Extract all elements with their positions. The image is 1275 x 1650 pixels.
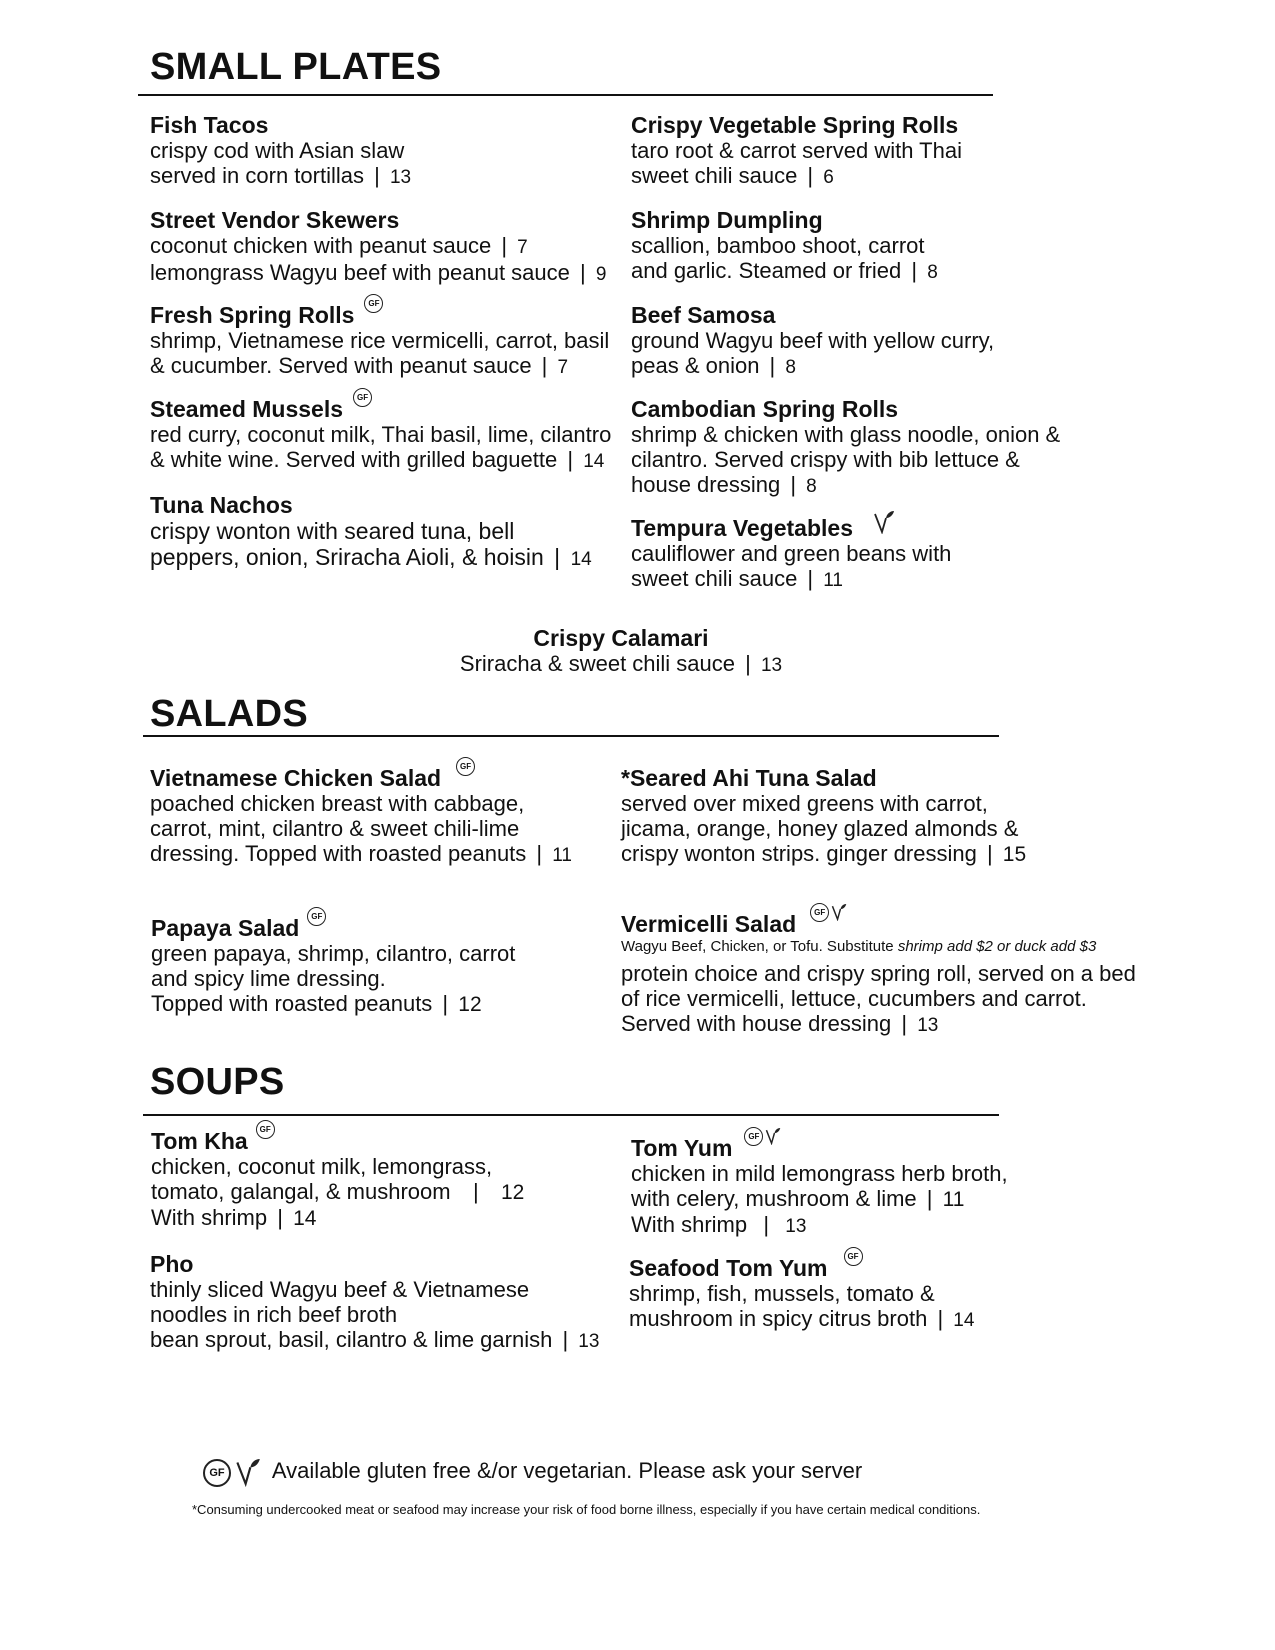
section-title-soups: SOUPS bbox=[150, 1061, 285, 1103]
item-desc: Sriracha & sweet chili sauce bbox=[459, 651, 736, 676]
item-name: Vietnamese Chicken Salad bbox=[150, 765, 442, 791]
item-name: Crispy Vegetable Spring Rolls bbox=[631, 112, 959, 138]
item-price: 14 bbox=[570, 549, 592, 570]
gluten-free-icon: GF bbox=[353, 388, 372, 407]
gluten-free-icon: GF bbox=[364, 294, 383, 313]
legend-text: Available gluten free &/or vegetarian. Please ask your server bbox=[271, 1458, 863, 1483]
item-desc: protein choice and crispy spring roll, served on a bed bbox=[621, 961, 1136, 986]
menu-item-papaya-salad: Papaya Salad GF green papaya, shrimp, cilantro, carrot and spicy lime dressing. Topped with roasted peanuts | 12 bbox=[151, 916, 515, 1017]
item-name: Cambodian Spring Rolls bbox=[631, 396, 899, 422]
section-divider bbox=[143, 1114, 999, 1116]
gluten-free-icon: GF bbox=[203, 1459, 231, 1487]
item-name: Tempura Vegetables bbox=[631, 515, 853, 541]
item-desc: and spicy lime dressing. bbox=[151, 966, 386, 991]
section-title-salads: SALADS bbox=[150, 693, 309, 735]
menu-item-pho: Pho thinly sliced Wagyu beef & Vietnamese noodles in rich beef broth bean sprout, basil, cilantro & lime garnish | 13 bbox=[150, 1251, 600, 1352]
menu-item-shrimp-dumpling: Shrimp Dumpling scallion, bamboo shoot, carrot and garlic. Steamed or fried | 8 bbox=[631, 207, 938, 283]
item-desc: with celery, mushroom & lime bbox=[631, 1186, 917, 1211]
item-desc: chicken, coconut milk, lemongrass, bbox=[151, 1154, 493, 1179]
item-desc: Topped with roasted peanuts bbox=[151, 991, 433, 1016]
item-desc: carrot, mint, cilantro & sweet chili-lime bbox=[150, 816, 520, 841]
menu-item-cambodian-spring-rolls: Cambodian Spring Rolls shrimp & chicken with glass noodle, onion & cilantro. Served crispy with bib lettuce & house dressing | 8 bbox=[631, 396, 1061, 497]
item-subtitle-note: shrimp add $2 or duck add $3 bbox=[897, 938, 1097, 955]
menu-item-crispy-calamari: Crispy Calamari Sriracha & sweet chili sauce | 13 bbox=[380, 626, 862, 678]
item-name: Fish Tacos bbox=[150, 112, 269, 138]
item-name: Pho bbox=[150, 1251, 194, 1277]
gluten-free-icon: GF bbox=[307, 907, 326, 926]
item-name: Tuna Nachos bbox=[150, 492, 293, 518]
item-desc: coconut chicken with peanut sauce bbox=[150, 233, 492, 258]
item-price: 13 bbox=[785, 1216, 807, 1237]
item-desc: crispy wonton strips. ginger dressing bbox=[621, 841, 977, 866]
item-price: 6 bbox=[823, 167, 834, 188]
legend bbox=[203, 1455, 862, 1485]
section-divider bbox=[143, 735, 999, 737]
item-desc: shrimp & chicken with glass noodle, onion & bbox=[631, 422, 1061, 447]
item-desc: of rice vermicelli, lettuce, cucumbers and carrot. bbox=[621, 986, 1087, 1011]
item-desc: noodles in rich beef broth bbox=[150, 1302, 398, 1327]
item-price: 13 bbox=[578, 1331, 600, 1352]
item-desc: cilantro. Served crispy with bib lettuce & bbox=[631, 447, 1020, 472]
item-desc: peas & onion bbox=[631, 353, 760, 378]
item-price: 9 bbox=[595, 264, 607, 285]
item-desc: red curry, coconut milk, Thai basil, lime, cilantro bbox=[150, 422, 612, 447]
section-title-small-plates: SMALL PLATES bbox=[150, 46, 442, 88]
menu-item-tom-yum: Tom Yum GF chicken in mild lemongrass herb broth, with celery, mushroom & lime | 11 With shrimp | 13 bbox=[631, 1136, 1008, 1239]
gluten-free-icon: GF bbox=[844, 1247, 863, 1266]
item-desc: mushroom in spicy citrus broth bbox=[629, 1306, 928, 1331]
item-desc: With shrimp bbox=[631, 1212, 748, 1237]
item-desc: scallion, bamboo shoot, carrot bbox=[631, 233, 925, 258]
item-desc: chicken in mild lemongrass herb broth, bbox=[631, 1161, 1008, 1186]
item-desc: jicama, orange, honey glazed almonds & bbox=[621, 816, 1019, 841]
item-desc: sweet chili sauce bbox=[631, 163, 798, 188]
item-name: Vermicelli Salad bbox=[621, 911, 797, 937]
item-desc: tomato, galangal, & mushroom bbox=[151, 1179, 451, 1204]
item-name: Tom Yum bbox=[631, 1135, 733, 1161]
item-name: Street Vendor Skewers bbox=[150, 207, 400, 233]
menu-item-beef-samosa: Beef Samosa ground Wagyu beef with yellow curry, peas & onion | 8 bbox=[631, 302, 995, 378]
vegetarian-icon bbox=[235, 1457, 261, 1487]
item-desc: & cucumber. Served with peanut sauce bbox=[150, 353, 532, 378]
item-desc: sweet chili sauce bbox=[631, 566, 798, 591]
item-price: 11 bbox=[552, 845, 572, 866]
menu-item-vietnamese-chicken-salad: Vietnamese Chicken Salad GF poached chicken breast with cabbage, carrot, mint, cilantro & sweet chili-lime dressing. Topped with roasted peanuts | 11 bbox=[150, 766, 572, 868]
gluten-free-icon: GF bbox=[810, 903, 829, 922]
item-desc: crispy cod with Asian slaw bbox=[150, 138, 405, 163]
item-price: 7 bbox=[517, 237, 528, 258]
item-name: *Seared Ahi Tuna Salad bbox=[621, 765, 877, 791]
food-safety-disclaimer: *Consuming undercooked meat or seafood may increase your risk of food borne illness, especially if you have certain medical conditions. bbox=[192, 1502, 981, 1517]
item-desc: poached chicken breast with cabbage, bbox=[150, 791, 525, 816]
item-desc: cauliflower and green beans with bbox=[631, 541, 952, 566]
item-price: 11 bbox=[942, 1188, 965, 1211]
item-desc: taro root & carrot served with Thai bbox=[631, 138, 962, 163]
gluten-free-icon: GF bbox=[256, 1120, 275, 1139]
gluten-free-icon: GF bbox=[744, 1127, 763, 1146]
menu-item-seafood-tom-yum: Seafood Tom Yum GF shrimp, fish, mussels, tomato & mushroom in spicy citrus broth | 14 bbox=[629, 1256, 974, 1333]
item-price: 14 bbox=[953, 1310, 975, 1331]
item-desc: Served with house dressing bbox=[621, 1011, 892, 1036]
item-price: 8 bbox=[785, 357, 796, 378]
item-desc: peppers, onion, Sriracha Aioli, & hoisin bbox=[150, 544, 544, 570]
item-desc: green papaya, shrimp, cilantro, carrot bbox=[151, 941, 516, 966]
item-name: Tom Kha bbox=[151, 1128, 248, 1154]
item-desc: served over mixed greens with carrot, bbox=[621, 791, 988, 816]
item-name: Crispy Calamari bbox=[533, 625, 709, 651]
item-desc: shrimp, Vietnamese rice vermicelli, carrot, basil bbox=[150, 328, 610, 353]
item-price: 11 bbox=[823, 570, 843, 591]
menu-item-tom-kha: Tom Kha GF chicken, coconut milk, lemongrass, tomato, galangal, & mushroom | 12 With shrimp | 14 bbox=[151, 1129, 524, 1231]
item-price: 12 bbox=[458, 993, 482, 1016]
item-desc: thinly sliced Wagyu beef & Vietnamese bbox=[150, 1277, 530, 1302]
vegetarian-icon bbox=[765, 1127, 781, 1145]
item-desc: crispy wonton with seared tuna, bell bbox=[150, 518, 515, 544]
item-price: 13 bbox=[917, 1015, 939, 1036]
item-name: Steamed Mussels bbox=[150, 396, 344, 422]
item-name: Beef Samosa bbox=[631, 302, 776, 328]
item-subtitle: Wagyu Beef, Chicken, or Tofu. Substitute bbox=[621, 938, 894, 955]
menu-item-tuna-nachos: Tuna Nachos crispy wonton with seared tuna, bell peppers, onion, Sriracha Aioli, & hoisin | 14 bbox=[150, 492, 592, 570]
item-desc: With shrimp bbox=[151, 1205, 268, 1230]
item-desc: house dressing bbox=[631, 472, 781, 497]
vegetarian-icon bbox=[831, 903, 847, 921]
item-desc: and garlic. Steamed or fried bbox=[631, 258, 902, 283]
item-price: 15 bbox=[1002, 843, 1027, 866]
gluten-free-icon: GF bbox=[456, 757, 475, 776]
item-desc: ground Wagyu beef with yellow curry, bbox=[631, 328, 995, 353]
item-desc: dressing. Topped with roasted peanuts bbox=[150, 841, 527, 866]
vegetarian-icon bbox=[873, 510, 895, 534]
item-desc: & white wine. Served with grilled baguette bbox=[150, 447, 558, 472]
item-desc: bean sprout, basil, cilantro & lime garnish bbox=[150, 1327, 553, 1352]
menu-item-skewers: Street Vendor Skewers coconut chicken with peanut sauce | 7 lemongrass Wagyu beef with peanut sauce | 9 bbox=[150, 207, 607, 285]
item-price: 12 bbox=[501, 1181, 525, 1204]
item-price: 7 bbox=[557, 357, 569, 378]
item-price: 13 bbox=[760, 655, 783, 676]
menu-item-fish-tacos: Fish Tacos crispy cod with Asian slaw served in corn tortillas | 13 bbox=[150, 112, 412, 188]
item-name: Seafood Tom Yum bbox=[629, 1255, 828, 1281]
menu-item-tempura-vegetables: Tempura Vegetables cauliflower and green beans with sweet chili sauce | 11 bbox=[631, 516, 951, 593]
item-name: Shrimp Dumpling bbox=[631, 207, 823, 233]
item-desc: served in corn tortillas bbox=[150, 163, 364, 188]
item-price: 8 bbox=[806, 476, 817, 497]
item-desc: shrimp, fish, mussels, tomato & bbox=[629, 1281, 935, 1306]
item-price: 14 bbox=[293, 1207, 317, 1230]
menu-item-veg-spring-rolls: Crispy Vegetable Spring Rolls taro root & carrot served with Thai sweet chili sauce | 6 bbox=[631, 112, 962, 188]
menu-item-vermicelli-salad: Vermicelli Salad GF Wagyu Beef, Chicken, or Tofu. Substitute shrimp add $2 or duck add $3 protein choice and crispy spring roll, served on a bed of rice vermicelli, lettuce, cucumbers and carrot. Served with house dressing | 13 bbox=[621, 912, 1136, 1038]
menu-item-fresh-spring-rolls: Fresh Spring Rolls GF shrimp, Vietnamese rice vermicelli, carrot, basil & cucumber. Served with peanut sauce | 7 bbox=[150, 303, 609, 380]
menu-item-steamed-mussels: Steamed Mussels GF red curry, coconut milk, Thai basil, lime, cilantro & white wine. Served with grilled baguette | 14 bbox=[150, 397, 611, 474]
item-price: 14 bbox=[583, 451, 605, 472]
item-name: Fresh Spring Rolls bbox=[150, 302, 355, 328]
item-name: Papaya Salad bbox=[151, 915, 300, 941]
item-price: 13 bbox=[389, 167, 412, 188]
item-desc: lemongrass Wagyu beef with peanut sauce bbox=[150, 260, 570, 285]
menu-item-seared-ahi-tuna-salad: *Seared Ahi Tuna Salad served over mixed greens with carrot, jicama, orange, honey glazed almonds & crispy wonton strips. ginger dressing | 15 bbox=[621, 765, 1027, 866]
section-divider bbox=[138, 94, 993, 96]
item-price: 8 bbox=[927, 262, 938, 283]
